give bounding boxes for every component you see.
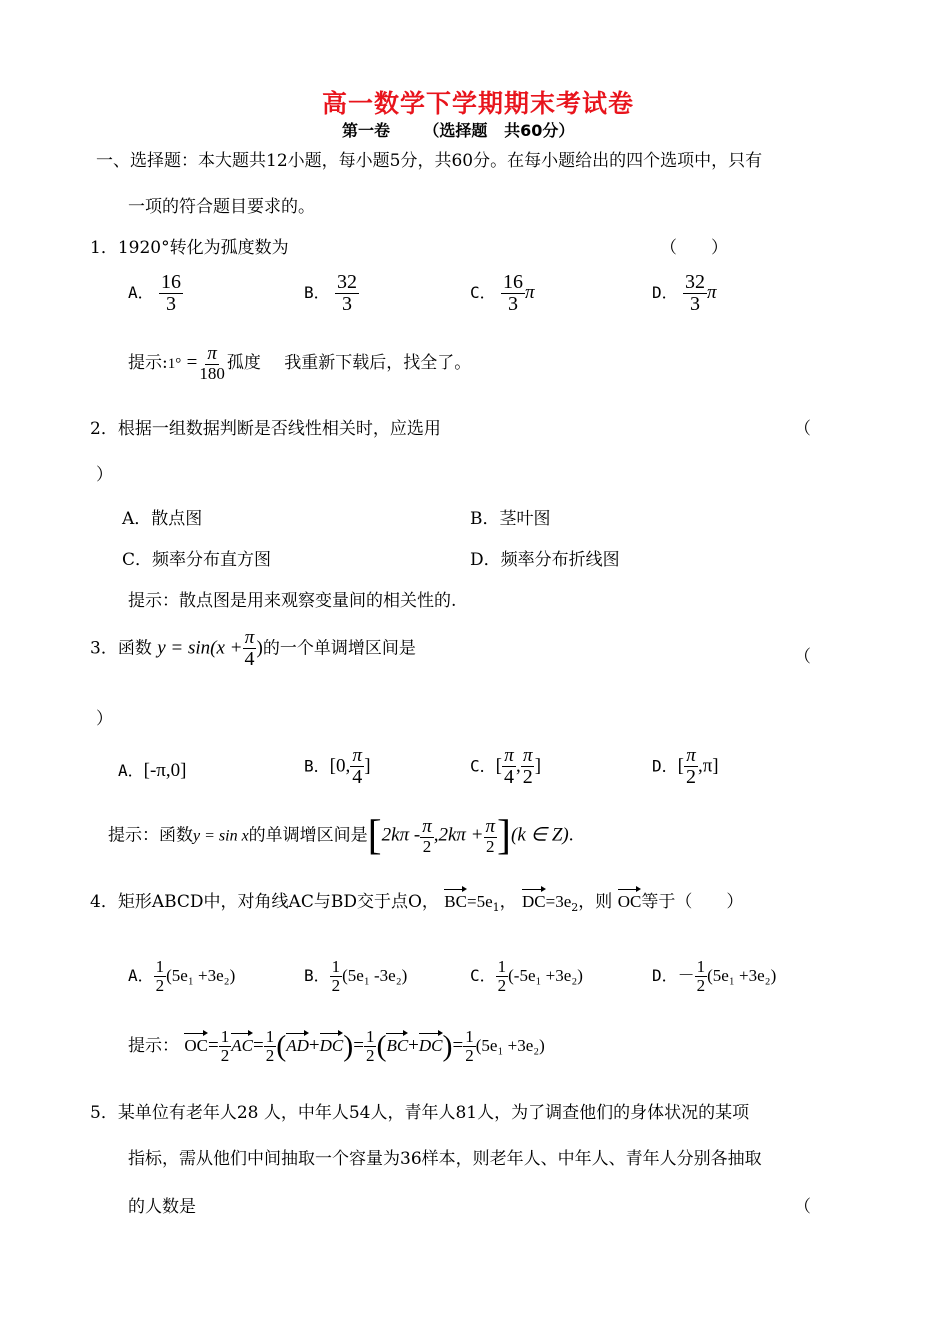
fraction: $\frac{1}{2}$ xyxy=(155,957,165,995)
q2-bracket-open: （ xyxy=(794,419,811,439)
q1-option-a xyxy=(128,272,183,315)
section-intro-line1: 一、选择题：本大题共12小题，每小题5分，共60分。在每小题给出的四个选项中，只有 xyxy=(96,151,763,171)
fraction: $\frac{1}{2}$ xyxy=(331,957,341,995)
fraction: $\frac{1}{2}$ xyxy=(220,1027,230,1065)
q3-bracket-close: ） xyxy=(96,709,113,729)
q3-option-b: B．[0, $\frac{\pi}{4}$ ] xyxy=(304,745,371,788)
fraction: $\frac{1}{2}$ xyxy=(365,1027,375,1065)
fraction: $\frac{\pi}{2}$ xyxy=(485,815,496,856)
q2-stem: 2．根据一组数据判断是否线性相关时，应选用 xyxy=(90,419,441,439)
fraction: $\frac{16}{3}$ xyxy=(503,271,524,315)
fraction: $\frac{1}{2}$ xyxy=(696,957,706,995)
fraction: $\frac{\pi}{4}$ xyxy=(503,745,514,788)
fraction: $\frac{\pi}{4}$ xyxy=(352,745,363,788)
pi-symbol: π xyxy=(525,282,535,303)
fraction: $\frac{\pi}{2}$ xyxy=(522,745,533,788)
q5-bracket-open: （ xyxy=(794,1197,811,1217)
option-label: C． xyxy=(470,283,496,302)
q4-option-d: D．－ $\frac{1}{2}$ (5e₁ +3e₂) xyxy=(652,957,777,995)
option-label: D． xyxy=(652,283,678,302)
q4-option-c: C． $\frac{1}{2}$ (-5e₁ +3e₂) xyxy=(470,957,583,995)
q2-option-d: D．频率分布折线图 xyxy=(470,550,620,570)
q1-stem: 1．1920°转化为孤度数为 xyxy=(90,238,289,258)
q3-option-a: A．[-π,0] xyxy=(118,760,187,781)
q5-line2: 指标，需从他们中间抽取一个容量为36样本，则老年人、中年人、青年人分别各抽取 xyxy=(128,1149,762,1169)
q3-bracket-open: （ xyxy=(794,647,811,667)
q4-hint: 提示： OC= $\frac{1}{2}$ AC= $\frac{1}{2}$ (AD+DC)= $\frac{1}{2}$ (BC+DC)= $\frac{1}{2}$ (5e₁ +3e₂) xyxy=(128,1027,545,1065)
q3-stem: 3．函数 y = sin(x + $\frac{\pi}{4}$ )的一个单调增区间是 xyxy=(90,627,416,670)
page-subtitle: 第一卷 （选择题 共60分） xyxy=(342,121,575,140)
section-intro-line2: 一项的符合题目要求的。 xyxy=(128,197,315,217)
fraction: $\frac{1}{2}$ xyxy=(265,1027,275,1065)
vector-oc: OC xyxy=(618,886,642,912)
option-label: B． xyxy=(304,283,330,302)
q4-option-a: A． $\frac{1}{2}$ (5e₁ +3e₂) xyxy=(128,957,236,995)
q3-option-c: C．[ $\frac{\pi}{4}$ , $\frac{\pi}{2}$ ] xyxy=(470,745,542,788)
q3-hint: 提示：函数y = sin x的单调增区间是[2kπ - $\frac{\pi}{2}$ ,2kπ + $\frac{\pi}{2}$ ](k ∈ Z). xyxy=(108,813,574,859)
q4-option-b: B． $\frac{1}{2}$ (5e₁ -3e₂) xyxy=(304,957,408,995)
vector-bc: BC xyxy=(444,886,467,912)
fraction: $\frac{32}{3}$ xyxy=(337,271,358,315)
q5-line3: 的人数是 xyxy=(128,1197,196,1217)
fraction: $\frac{1}{2}$ xyxy=(465,1027,474,1065)
q4-stem: 4．矩形ABCD中，对角线AC与BD交于点O， $BC=5e_1$， $DC=3e_2$，则 OC等于（ ） xyxy=(90,886,743,914)
q3-option-d: D．[ $\frac{\pi}{2}$ ,π] xyxy=(652,745,719,788)
fraction: $\frac{\pi}{2}$ xyxy=(422,815,432,856)
fraction: $\frac{32}{3}$ xyxy=(685,271,706,315)
q1-option-c xyxy=(470,272,535,315)
q1-option-d xyxy=(652,272,717,315)
option-label: A． xyxy=(128,283,154,302)
q1-bracket: （ ） xyxy=(660,238,728,258)
fraction: $\frac{\pi}{2}$ xyxy=(685,745,696,788)
q2-bracket-close: ） xyxy=(96,465,113,485)
q2-option-c: C．频率分布直方图 xyxy=(122,550,272,570)
fraction: $\frac{16}{3}$ xyxy=(161,271,182,315)
q2-hint: 提示：散点图是用来观察变量间的相关性的. xyxy=(128,591,457,611)
fraction: $\frac{\pi}{4}$ xyxy=(244,627,255,670)
q5-line1: 5．某单位有老年人28 人，中年人54人，青年人81人，为了调查他们的身体状况的某项 xyxy=(90,1103,750,1123)
fraction: $\frac{1}{2}$ xyxy=(497,957,507,995)
pi-symbol: π xyxy=(707,282,717,303)
q2-option-a: A．散点图 xyxy=(122,509,203,529)
page-title: 高一数学下学期期末考试卷 xyxy=(322,89,635,118)
fraction: $\frac{\pi}{180}$ xyxy=(199,343,225,383)
q1-hint: 提示:1° = $\frac{\pi}{180}$ 孤度 我重新下载后，找全了。 xyxy=(128,343,472,383)
vector-dc: DC xyxy=(522,886,546,912)
q1-option-b xyxy=(304,272,359,315)
q2-option-b: B．茎叶图 xyxy=(470,509,551,529)
